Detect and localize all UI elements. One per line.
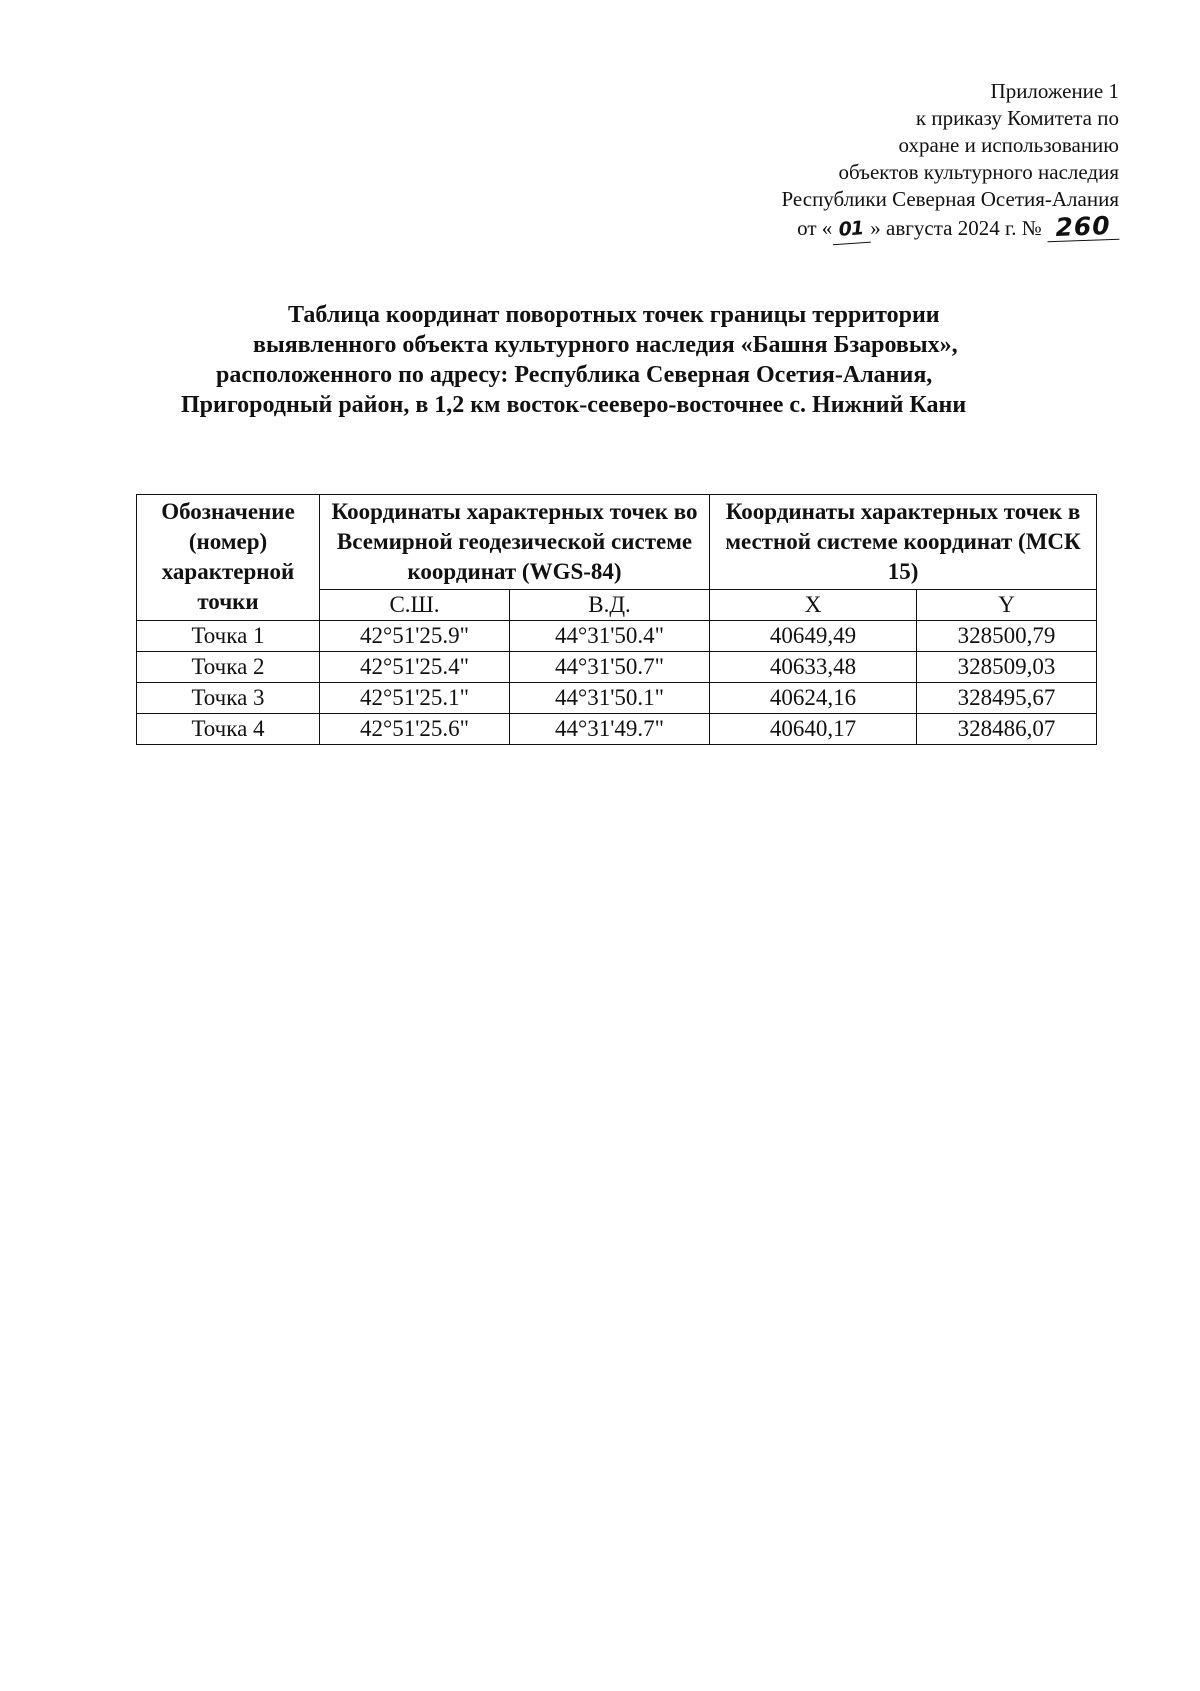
- cell-y: 328486,07: [917, 714, 1097, 745]
- cell-longitude: 44°31'50.7": [510, 652, 710, 683]
- cell-x: 40624,16: [710, 683, 917, 714]
- cell-longitude: 44°31'49.7": [510, 714, 710, 745]
- title-line-1: Таблица координат поворотных точек границы территории: [288, 302, 940, 328]
- cell-x: 40649,49: [710, 621, 917, 652]
- cell-latitude: 42°51'25.9": [320, 621, 510, 652]
- cell-latitude: 42°51'25.1": [320, 683, 510, 714]
- table-header-row: [137, 495, 1097, 590]
- cell-x: 40633,48: [710, 652, 917, 683]
- cell-y: 328495,67: [917, 683, 1097, 714]
- cell-longitude: 44°31'50.1": [510, 683, 710, 714]
- subheader-y: Y: [917, 590, 1097, 621]
- annex-line-3: охране и использованию: [898, 133, 1119, 157]
- table-row: [137, 621, 1097, 652]
- handwritten-day: 01: [831, 215, 871, 246]
- cell-x: 40640,17: [710, 714, 917, 745]
- subheader-x: X: [710, 590, 917, 621]
- cell-point: Точка 1: [137, 621, 320, 652]
- cell-y: 328500,79: [917, 621, 1097, 652]
- coordinates-table: [136, 494, 1097, 745]
- table-row: [137, 652, 1097, 683]
- document-title: [150, 300, 1100, 420]
- cell-latitude: 42°51'25.4": [320, 652, 510, 683]
- header-msk15: Координаты характерных точек в местной системе координат (МСК 15): [710, 495, 1097, 590]
- cell-y: 328509,03: [917, 652, 1097, 683]
- cell-longitude: 44°31'50.4": [510, 621, 710, 652]
- title-line-3: расположенного по адресу: Республика Северная Осетия-Алания,: [216, 362, 933, 388]
- annex-line-5: Республики Северная Осетия-Алания: [781, 187, 1119, 211]
- title-line-4: Пригородный район, в 1,2 км восток-сееверо-восточнее с. Нижний Кани: [181, 392, 967, 418]
- annex-line-1: Приложение 1: [990, 79, 1119, 103]
- subheader-latitude: С.Ш.: [320, 590, 510, 621]
- annex-line-4: объектов культурного наследия: [838, 160, 1119, 184]
- cell-point: Точка 3: [137, 683, 320, 714]
- cell-point: Точка 2: [137, 652, 320, 683]
- annex-line-2: к приказу Комитета по: [915, 106, 1119, 130]
- title-line-2: выявленного объекта культурного наследия «Башня Бзаровых»,: [253, 332, 958, 358]
- table-row: [137, 714, 1097, 745]
- subheader-longitude: В.Д.: [510, 590, 710, 621]
- cell-latitude: 42°51'25.6": [320, 714, 510, 745]
- annex-date-line: [519, 213, 1119, 244]
- date-prefix: от «: [797, 216, 833, 240]
- date-middle: » августа 2024 г. №: [870, 216, 1042, 240]
- header-point-designation: Обозначение (номер) характерной точки: [137, 495, 320, 621]
- cell-point: Точка 4: [137, 714, 320, 745]
- handwritten-order-number: 260: [1047, 212, 1120, 242]
- annex-block: [519, 78, 1119, 244]
- table-row: [137, 683, 1097, 714]
- header-wgs84: Координаты характерных точек во Всемирной геодезической системе координат (WGS-84): [320, 495, 710, 590]
